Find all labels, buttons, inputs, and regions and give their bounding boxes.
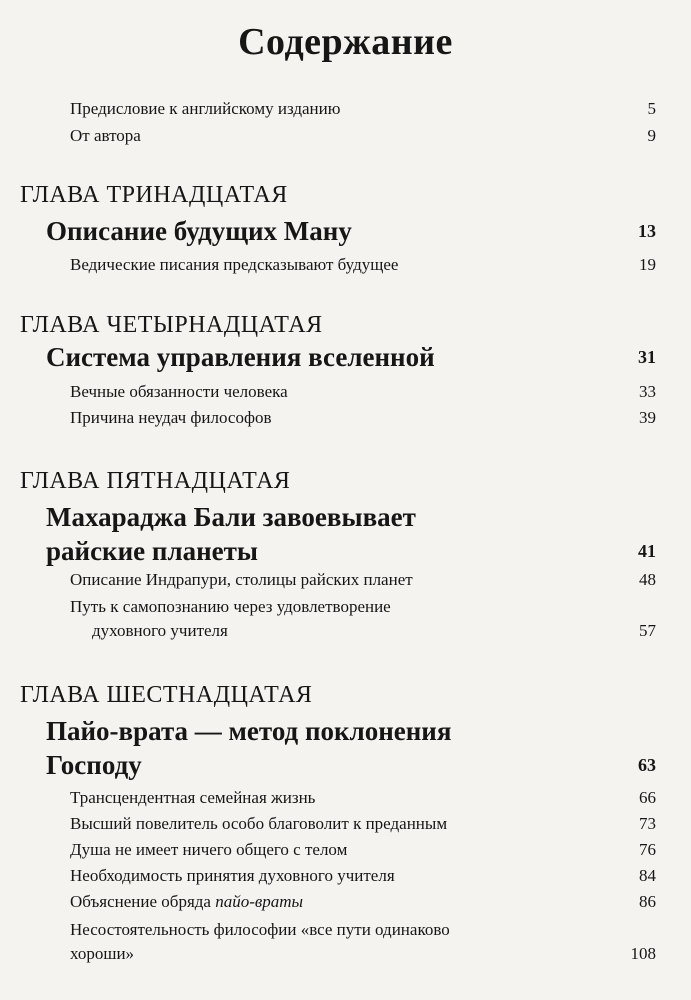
toc-entry[interactable] (70, 568, 656, 592)
chapter-page: 13 (638, 221, 656, 241)
chapter-page: 63 (638, 755, 656, 775)
entry-page: 86 (639, 892, 656, 911)
toc-entry[interactable] (70, 918, 656, 966)
toc-entry[interactable] (70, 253, 656, 277)
entry-title-italic: пайо-враты (215, 892, 304, 911)
chapter-page: 31 (638, 347, 656, 367)
chapter-14-title[interactable] (46, 340, 656, 374)
entry-title (70, 890, 656, 914)
toc-entry[interactable] (70, 812, 656, 836)
toc-entry[interactable] (70, 890, 656, 914)
toc-entry[interactable] (70, 838, 656, 862)
entry-page: 39 (639, 408, 656, 427)
entry-page: 76 (639, 840, 656, 859)
chapter-title-line: Господу (46, 750, 142, 780)
entry-page: 66 (639, 788, 656, 807)
entry-page: 73 (639, 814, 656, 833)
entry-title-prefix: Объяснение обряда (70, 892, 216, 911)
page-title: Содержание (238, 21, 453, 63)
entry-title: Описание Индрапури, столицы райских планет (70, 570, 413, 589)
chapter-title-text: Система управления вселенной (46, 342, 435, 372)
entry-title-line: хороши» (70, 944, 135, 963)
chapter-16-title[interactable] (46, 714, 656, 782)
entry-title: Предисловие к английскому изданию (70, 99, 341, 118)
entry-title: Необходимость принятия духовного учителя (70, 866, 395, 885)
entry-page: 48 (639, 570, 656, 589)
chapter-page: 41 (638, 541, 656, 561)
toc-entry[interactable] (70, 786, 656, 810)
entry-title-line: духовного учителя (92, 621, 228, 640)
toc-entry-author-note[interactable] (70, 124, 656, 148)
entry-page: 33 (639, 382, 656, 401)
entry-title: От автора (70, 126, 141, 145)
toc-entry[interactable] (70, 864, 656, 888)
chapter-13-title[interactable] (46, 214, 656, 248)
chapter-title-line: райские планеты (46, 536, 258, 566)
entry-page: 108 (630, 944, 656, 963)
chapter-16-label: ГЛАВА ШЕСТНАДЦАТАЯ (20, 682, 313, 708)
entry-title: Душа не имеет ничего общего с телом (70, 840, 348, 859)
entry-title: Высший повелитель особо благоволит к преданным (70, 814, 448, 833)
chapter-15-label: ГЛАВА ПЯТНАДЦАТАЯ (20, 468, 291, 494)
chapter-13-label: ГЛАВА ТРИНАДЦАТАЯ (20, 182, 288, 208)
toc-entry[interactable] (70, 380, 656, 404)
entry-title: Трансцендентная семейная жизнь (70, 788, 316, 807)
chapter-15-title[interactable] (46, 500, 656, 568)
entry-title-line: Путь к самопознанию через удовлетворение (70, 597, 391, 616)
entry-page: 9 (647, 126, 656, 145)
entry-page: 57 (639, 621, 656, 640)
toc-entry[interactable] (70, 595, 656, 643)
chapter-title-line: Пайо-врата — метод поклонения (46, 716, 452, 746)
entry-page: 19 (639, 255, 656, 274)
chapter-title-line: Махараджа Бали завоевывает (46, 502, 416, 532)
entry-page: 84 (639, 866, 656, 885)
chapter-title-text: Описание будущих Ману (46, 216, 352, 246)
entry-title: Ведические писания предсказывают будущее (70, 255, 399, 274)
entry-page: 5 (647, 99, 656, 118)
chapter-14-label: ГЛАВА ЧЕТЫРНАДЦАТАЯ (20, 312, 323, 338)
entry-title: Вечные обязанности человека (70, 382, 288, 401)
toc-entry[interactable] (70, 406, 656, 430)
entry-title: Причина неудач философов (70, 408, 272, 427)
toc-entry-preface[interactable] (70, 97, 656, 121)
entry-title-line: Несостоятельность философии «все пути одинаково (70, 920, 450, 939)
